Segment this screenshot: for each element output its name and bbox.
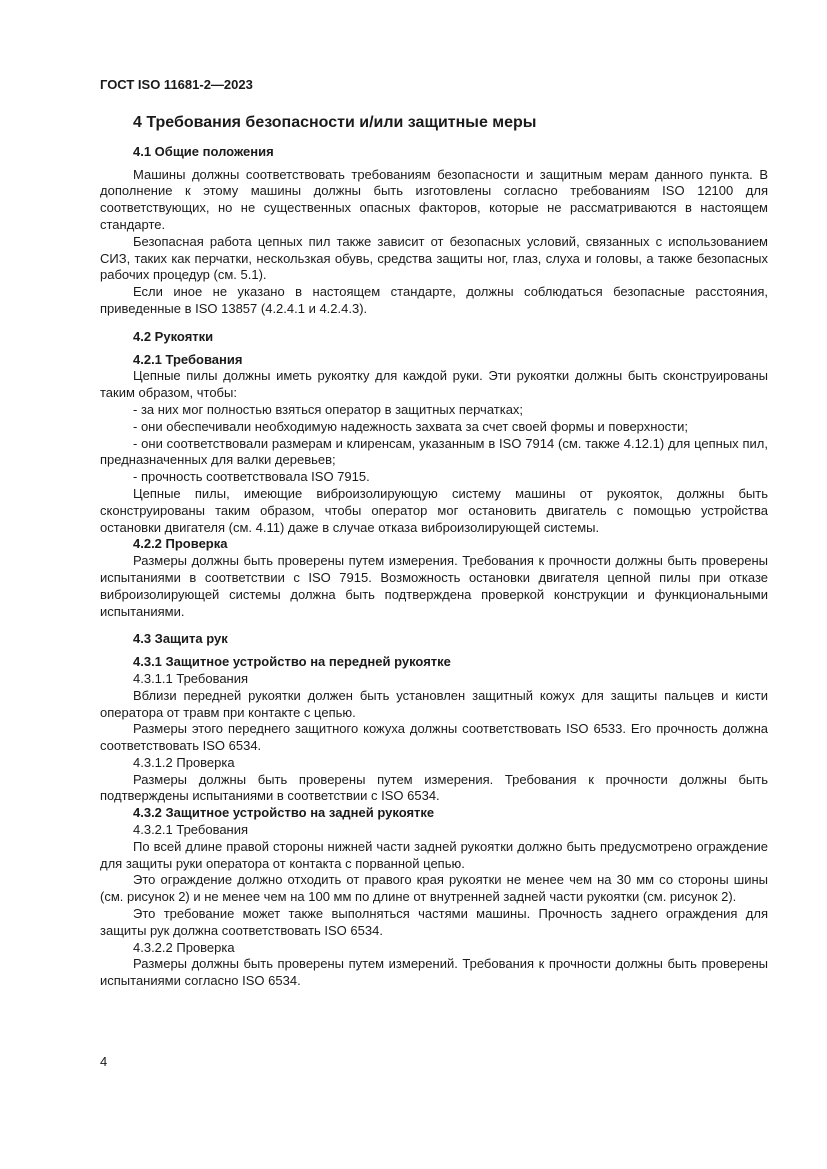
list-item: - прочность соответствовала ISO 7915. — [133, 469, 370, 485]
paragraph: Это ограждение должно отходить от правого края рукоятки не менее чем на 30 мм со стороны шины (см. рисунок 2) и не менее чем на 100 мм по длине от внутренней задней части рукоятки (см. рисунок 2). — [100, 872, 768, 905]
clause-title-4-3-1: 4.3.1 Защитное устройство на передней рукоятке — [133, 654, 451, 670]
paragraph: Размеры должны быть проверены путем измерений. Требования к прочности должны быть проверены испытаниями согласно ISO 6534. — [100, 956, 768, 989]
paragraph: Если иное не указано в настоящем стандарте, должны соблюдаться безопасные расстояния, приведенные в ISO 13857 (4.2.4.1 и 4.2.4.3). — [100, 284, 768, 316]
paragraph: Цепные пилы должны иметь рукоятку для каждой руки. Эти рукоятки должны быть сконструированы таким образом, чтобы: — [100, 368, 768, 401]
subsection-title-4-3: 4.3 Защита рук — [133, 631, 228, 647]
list-item: - они соответствовали размерам и клиренсам, указанным в ISO 7914 (см. также 4.12.1) для цепных пил, предназначенных для валки деревьев; — [100, 435, 768, 468]
paragraph: По всей длине правой стороны нижней части задней рукоятки должно быть предусмотрено ограждение для защиты руки оператора от контакта с порванной цепью. — [100, 838, 768, 871]
clause-title-4-3-1-1: 4.3.1.1 Требования — [133, 670, 249, 686]
clause-title-4-3-2: 4.3.2 Защитное устройство на задней рукоятке — [133, 805, 435, 821]
clause-title-4-2-1: 4.2.1 Требования — [133, 351, 243, 367]
paragraph: Безопасная работа цепных пил также зависит от безопасных условий, связанных с использованием СИЗ, таких как перчатки, нескользкая обувь, средства защиты ног, глаз, слуха и головы, а также безопасных рабочих процедур (см. 5.1). — [100, 233, 768, 283]
paragraph: Цепные пилы, имеющие виброизолирующую систему машины от рукояток, должны быть сконструированы таким образом, чтобы оператор мог остановить двигатель с помощью устройства остановки двигателя (см. 4.11) даже в случае отказа виброизолирующей системы. — [100, 485, 768, 535]
paragraph: Размеры этого переднего защитного кожуха должны соответствовать ISO 6533. Его прочность должна соответствовать ISO 6534. — [100, 721, 768, 754]
paragraph: Размеры должны быть проверены путем измерения. Требования к прочности должны быть проверены испытаниями в соответствии с ISO 7915. Возможность остановки двигателя цепной пилы при отказе виброизолирующей системы должна быть подтверждена проверкой конструкции и функциональными испытаниями. — [100, 553, 768, 619]
clause-title-4-3-1-2: 4.3.1.2 Проверка — [133, 754, 235, 770]
document-header: ГОСТ ISO 11681-2—2023 — [100, 77, 253, 92]
list-item: - они обеспечивали необходимую надежность захвата за счет своей формы и поверхности; — [133, 418, 689, 434]
paragraph: Вблизи передней рукоятки должен быть установлен защитный кожух для защиты пальцев и кисти оператора от травм при контакте с цепью. — [100, 687, 768, 720]
section-title: 4 Требования безопасности и/или защитные меры — [133, 114, 537, 131]
document-body — [100, 115, 768, 990]
page-number: 4 — [100, 1054, 108, 1069]
paragraph: Это требование может также выполняться частями машины. Прочность заднего ограждения для защиты рук должна соответствовать ISO 6534. — [100, 906, 768, 938]
subsection-title-4-1: 4.1 Общие положения — [133, 143, 274, 159]
list-item: - за них мог полностью взяться оператор в защитных перчатках; — [133, 401, 524, 417]
subsection-title-4-2: 4.2 Рукоятки — [133, 328, 214, 344]
clause-title-4-3-2-2: 4.3.2.2 Проверка — [133, 939, 235, 955]
paragraph: Размеры должны быть проверены путем измерения. Требования к прочности должны быть подтверждены испытаниями в соответствии с ISO 6534. — [100, 771, 768, 804]
paragraph: Машины должны соответствовать требованиям безопасности и защитным мерам данного пункта. В дополнение к этому машины должны быть изготовлены согласно требованиям ISO 12100 для соответствующих, но не существенных опасных факторов, которые не рассматриваются в настоящем стандарте. — [100, 166, 768, 232]
clause-title-4-2-2: 4.2.2 Проверка — [133, 536, 228, 552]
clause-title-4-3-2-1: 4.3.2.1 Требования — [133, 822, 249, 838]
